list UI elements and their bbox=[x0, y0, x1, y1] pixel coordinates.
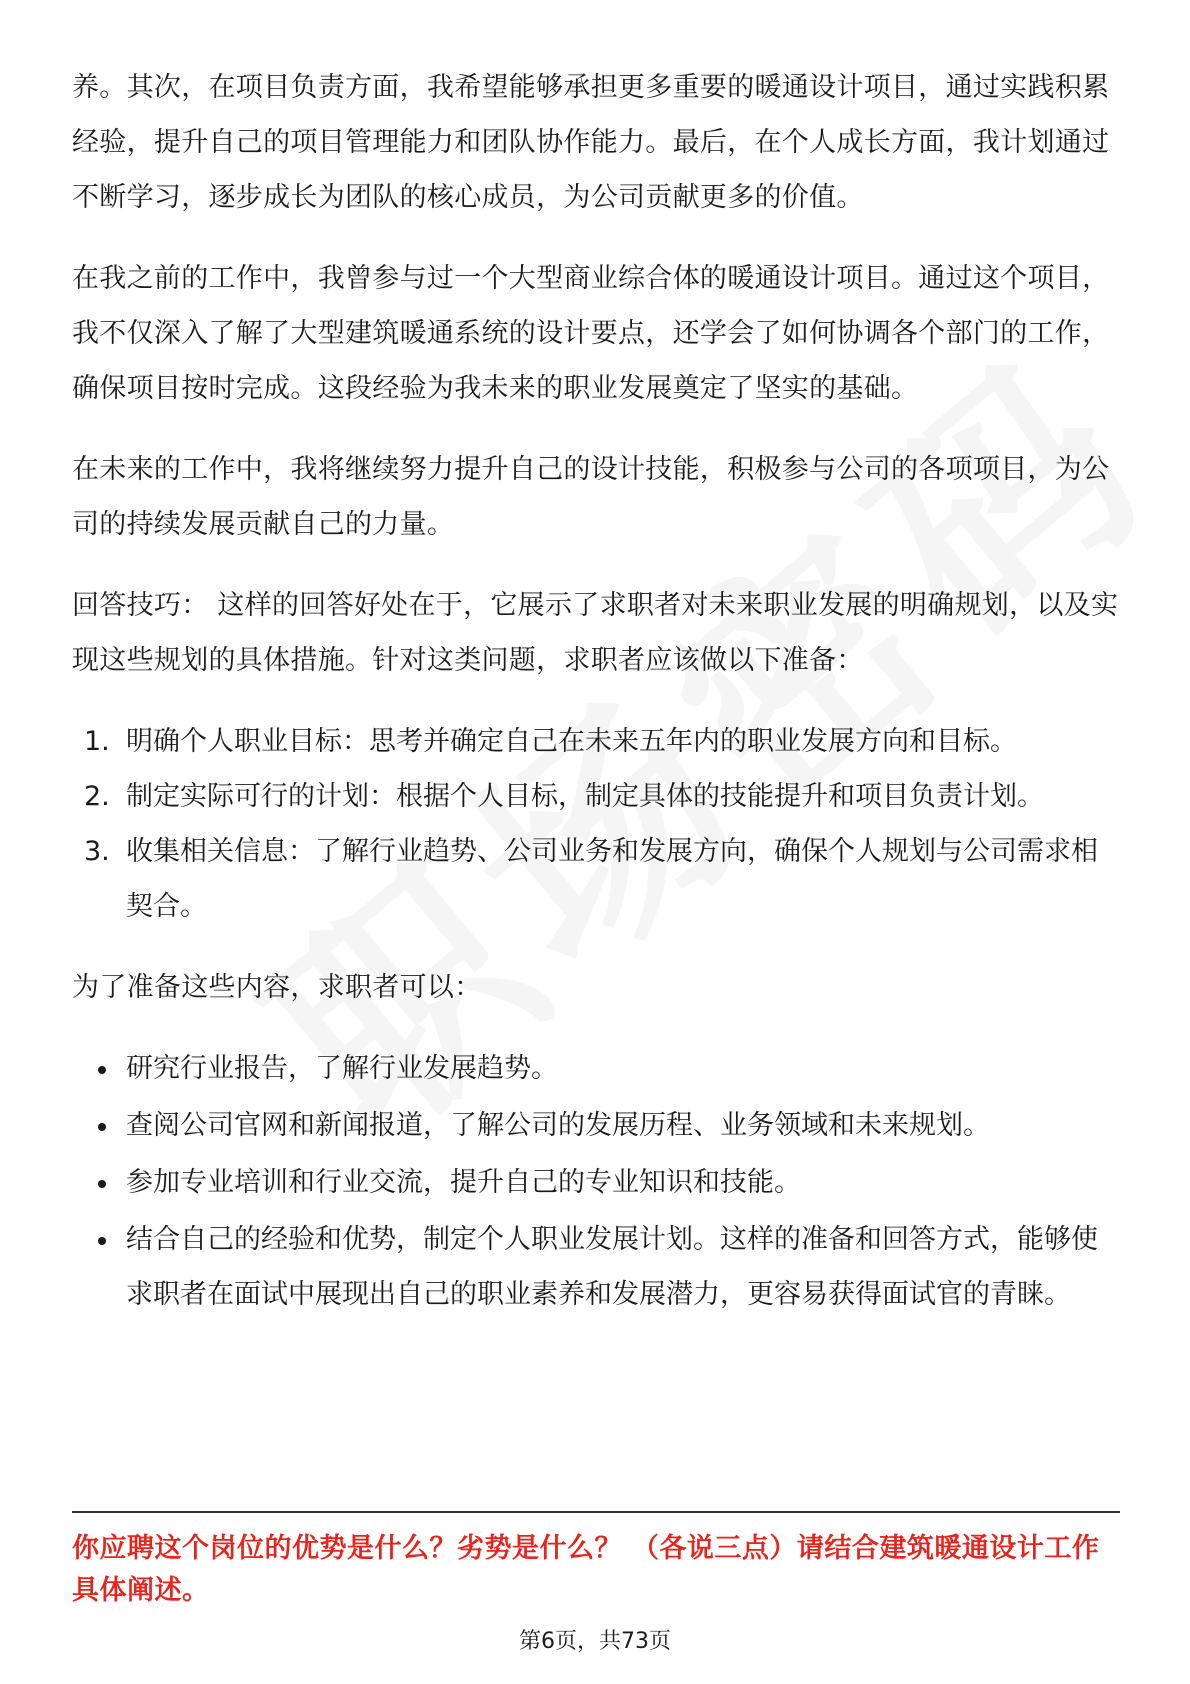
next-question-heading: 你应聘这个岗位的优势是什么？劣势是什么？ （各说三点）请结合建筑暖通设计工作具体阐述。 bbox=[72, 1533, 1100, 1606]
list-item: 结合自己的经验和优势，制定个人职业发展计划。这样的准备和回答方式，能够使求职者在面试中展现出自己的职业素养和发展潜力，更容易获得面试官的青睐。 bbox=[72, 1212, 1120, 1322]
bullet-icon bbox=[98, 1180, 106, 1188]
list-item: 研究行业报告，了解行业发展趋势。 bbox=[72, 1041, 1120, 1096]
answer-tips-paragraph: 回答技巧： 这样的回答好处在于，它展示了求职者对未来职业发展的明确规划，以及实现这些规划的具体措施。针对这类问题，求职者应该做以下准备： bbox=[72, 590, 1119, 676]
divider bbox=[72, 1511, 1120, 1513]
paragraph-1: 养。其次，在项目负责方面，我希望能够承担更多重要的暖通设计项目，通过实践积累经验，提升自己的项目管理能力和团队协作能力。最后，在个人成长方面，我计划通过不断学习，逐步成长为团队的核心成员，为公司贡献更多的价值。 bbox=[72, 72, 1110, 213]
paragraph-3: 在未来的工作中，我将继续努力提升自己的设计技能，积极参与公司的各项项目，为公司的持续发展贡献自己的力量。 bbox=[72, 454, 1110, 540]
list-item: 2. 制定实际可行的计划：根据个人目标，制定具体的技能提升和项目负责计划。 bbox=[84, 781, 1044, 812]
preparation-actions-list bbox=[72, 1041, 1120, 1322]
bullet-icon bbox=[98, 1123, 106, 1131]
preparation-steps-list bbox=[72, 714, 1120, 934]
list-item: 查阅公司官网和新闻报道，了解公司的发展历程、业务领域和未来规划。 bbox=[72, 1098, 1120, 1153]
bullet-icon bbox=[98, 1066, 106, 1074]
list-item: 参加专业培训和行业交流，提升自己的专业知识和技能。 bbox=[72, 1155, 1120, 1210]
bullet-icon bbox=[98, 1237, 106, 1245]
paragraph-2: 在我之前的工作中，我曾参与过一个大型商业综合体的暖通设计项目。通过这个项目，我不仅深入了解了大型建筑暖通系统的设计要点，还学会了如何协调各个部门的工作，确保项目按时完成。这段经验为我未来的职业发展奠定了坚实的基础。 bbox=[72, 263, 1110, 404]
document-body bbox=[72, 60, 1120, 1324]
page-number: 第6页，共73页 bbox=[519, 1629, 671, 1654]
list-item: 3. 收集相关信息：了解行业趋势、公司业务和发展方向，确保个人规划与公司需求相契合。 bbox=[84, 836, 1098, 922]
list-item: 1. 明确个人职业目标：思考并确定自己在未来五年内的职业发展方向和目标。 bbox=[84, 726, 1017, 757]
prep-intro: 为了准备这些内容，求职者可以： bbox=[72, 972, 482, 1003]
